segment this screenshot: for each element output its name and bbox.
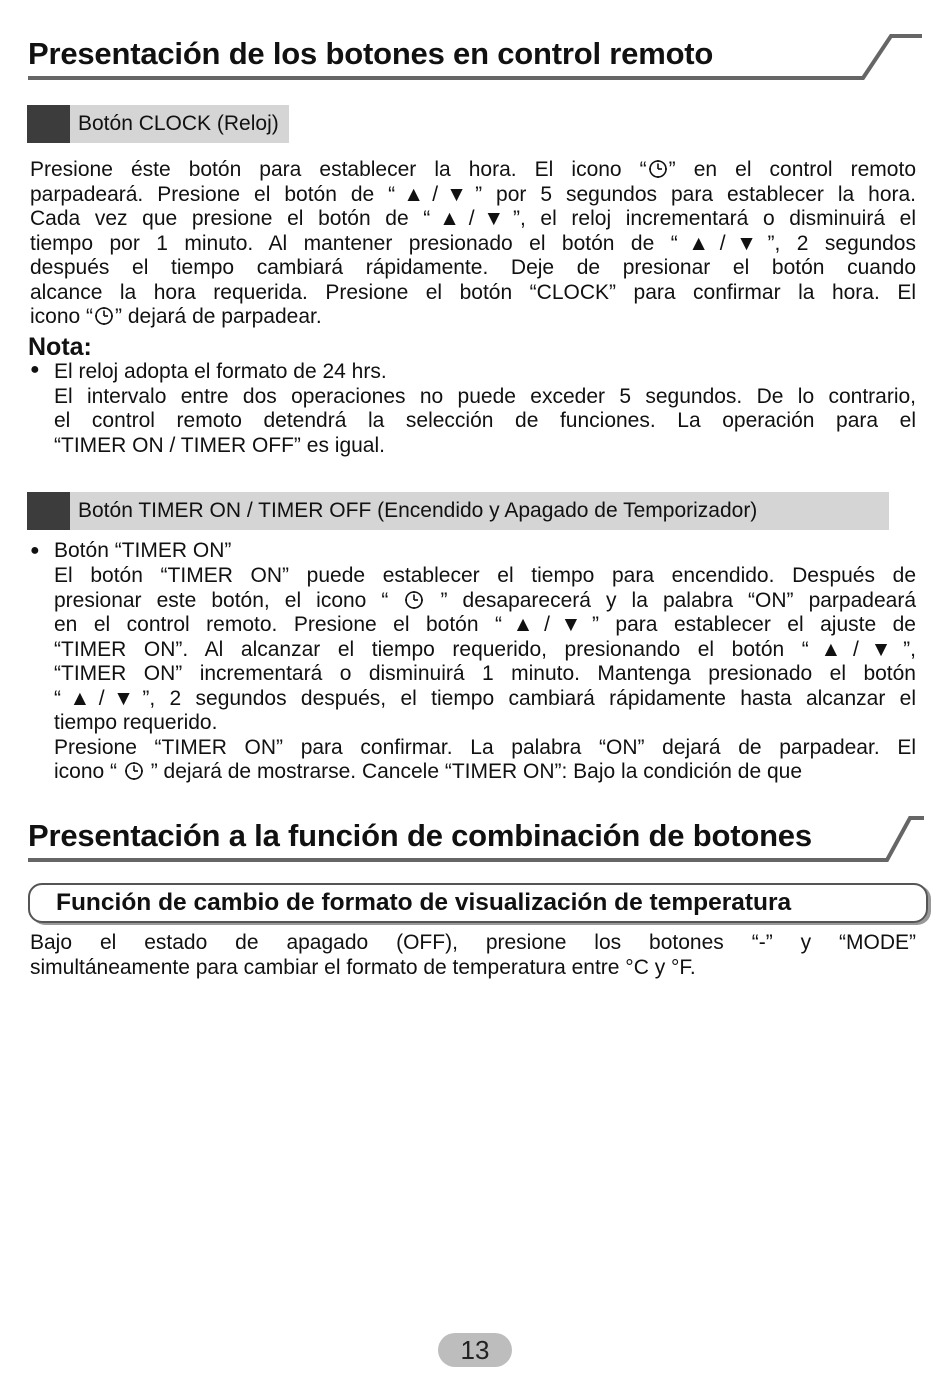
header-block (27, 105, 70, 143)
text-fragment: El reloj adopta el formato de 24 hrs. (54, 360, 387, 383)
text-fragment: ” desaparecerá y la palabra “ON” parpadeará (425, 588, 916, 612)
text-line (54, 711, 916, 736)
text-fragment: “▲/▼”, 2 segundos después, el tiempo cambiará rápidamente hasta alcanzar el (54, 686, 916, 710)
text-fragment: simultáneamente para cambiar el formato de temperatura entre °C y °F. (30, 955, 696, 979)
text-fragment: el control remoto detendrá la selección de funciones. La operación para el (54, 409, 916, 432)
text-fragment: Presione “TIMER ON” para confirmar. La palabra “ON” dejará de parpadear. El (54, 735, 916, 759)
clock-description (30, 158, 916, 330)
timer-button-header (27, 492, 889, 530)
note-text (54, 360, 916, 458)
text-line (30, 281, 916, 306)
text-fragment: después el tiempo cambiará rápidamente. Deje de presionar el botón cuando (30, 256, 916, 279)
temperature-format-text (30, 931, 916, 980)
text-fragment: Presione éste botón para establecer la hora. El icono “ (30, 158, 647, 181)
timer-bullet: ● (30, 542, 40, 559)
heading-underline (0, 0, 950, 90)
text-line (30, 207, 916, 232)
header-block (27, 492, 70, 530)
text-line (30, 931, 916, 956)
text-line (54, 564, 916, 589)
text-fragment: tiempo requerido. (54, 711, 218, 734)
text-fragment: ” en el control remoto (668, 158, 916, 181)
subsection-title-box (28, 883, 928, 923)
section-title-combination: Presentación a la función de combinación de botones (28, 818, 812, 853)
text-line (30, 183, 916, 208)
timer-header-label: Botón TIMER ON / TIMER OFF (Encendido y Apagado de Temporizador) (78, 499, 758, 522)
text-fragment: El botón “TIMER ON” puede establecer el tiempo para encendido. Después de (54, 564, 916, 587)
text-fragment: Bajo el estado de apagado (OFF), presione los botones “-” y “MODE” (30, 931, 916, 954)
clock-icon (648, 159, 668, 179)
timer-description (54, 564, 916, 785)
text-fragment: El intervalo entre dos operaciones no puede exceder 5 segundos. De lo contrario, (54, 384, 916, 408)
text-line (54, 360, 916, 385)
text-fragment: tiempo por 1 minuto. Al mantener presionado el botón de “▲/▼”, 2 segundos (30, 231, 916, 255)
text-line (54, 434, 916, 459)
text-line (54, 589, 916, 614)
clock-icon (124, 761, 144, 781)
text-line (54, 687, 916, 712)
text-line (54, 638, 916, 663)
page-number: 13 (438, 1333, 512, 1367)
text-line (30, 305, 916, 330)
text-fragment: Cada vez que presione el botón de “▲/▼”, el reloj incrementará o disminuirá el (30, 207, 916, 230)
section-title-buttons: Presentación de los botones en control remoto (28, 36, 714, 71)
text-line (54, 760, 916, 785)
text-fragment: “TIMER ON” incrementará o disminuirá 1 minuto. Mantenga presionado el botón (54, 662, 916, 685)
text-line (30, 158, 916, 183)
text-fragment: ” dejará de mostrarse. Cancele “TIMER ON”: Bajo la condición de que (144, 760, 802, 783)
text-fragment: ” dejará de parpadear. (115, 305, 322, 328)
text-fragment: “TIMER ON / TIMER OFF” es igual. (54, 433, 385, 457)
heading-underline (0, 808, 950, 888)
clock-button-header (27, 105, 289, 143)
subsection-title: Función de cambio de formato de visualización de temperatura (56, 889, 792, 916)
text-fragment: alcance la hora requerida. Presione el botón “CLOCK” para confirmar la hora. El (30, 280, 916, 304)
text-line (54, 409, 916, 434)
clock-icon (94, 306, 114, 326)
text-fragment: icono “ (54, 760, 123, 783)
note-bullet: ● (30, 361, 40, 378)
text-line (30, 232, 916, 257)
text-fragment: presionar este botón, el icono “ (54, 588, 404, 612)
clock-icon (404, 590, 424, 610)
text-fragment: icono “ (30, 305, 94, 328)
text-line (54, 385, 916, 410)
note-title: Nota: (28, 333, 92, 361)
text-line (30, 956, 916, 981)
clock-header-label: Botón CLOCK (Reloj) (78, 112, 279, 135)
timer-item-title: Botón “TIMER ON” (54, 539, 232, 562)
text-line (30, 256, 916, 281)
text-fragment: “TIMER ON”. Al alcanzar el tiempo requerido, presionando el botón “▲/▼”, (54, 637, 916, 661)
text-fragment: en el control remoto. Presione el botón “▲/▼” para establecer el ajuste de (54, 613, 916, 636)
text-line (54, 736, 916, 761)
text-line (54, 613, 916, 638)
text-fragment: parpadeará. Presione el botón de “▲/▼” por 5 segundos para establecer la hora. (30, 182, 916, 206)
text-line (54, 662, 916, 687)
